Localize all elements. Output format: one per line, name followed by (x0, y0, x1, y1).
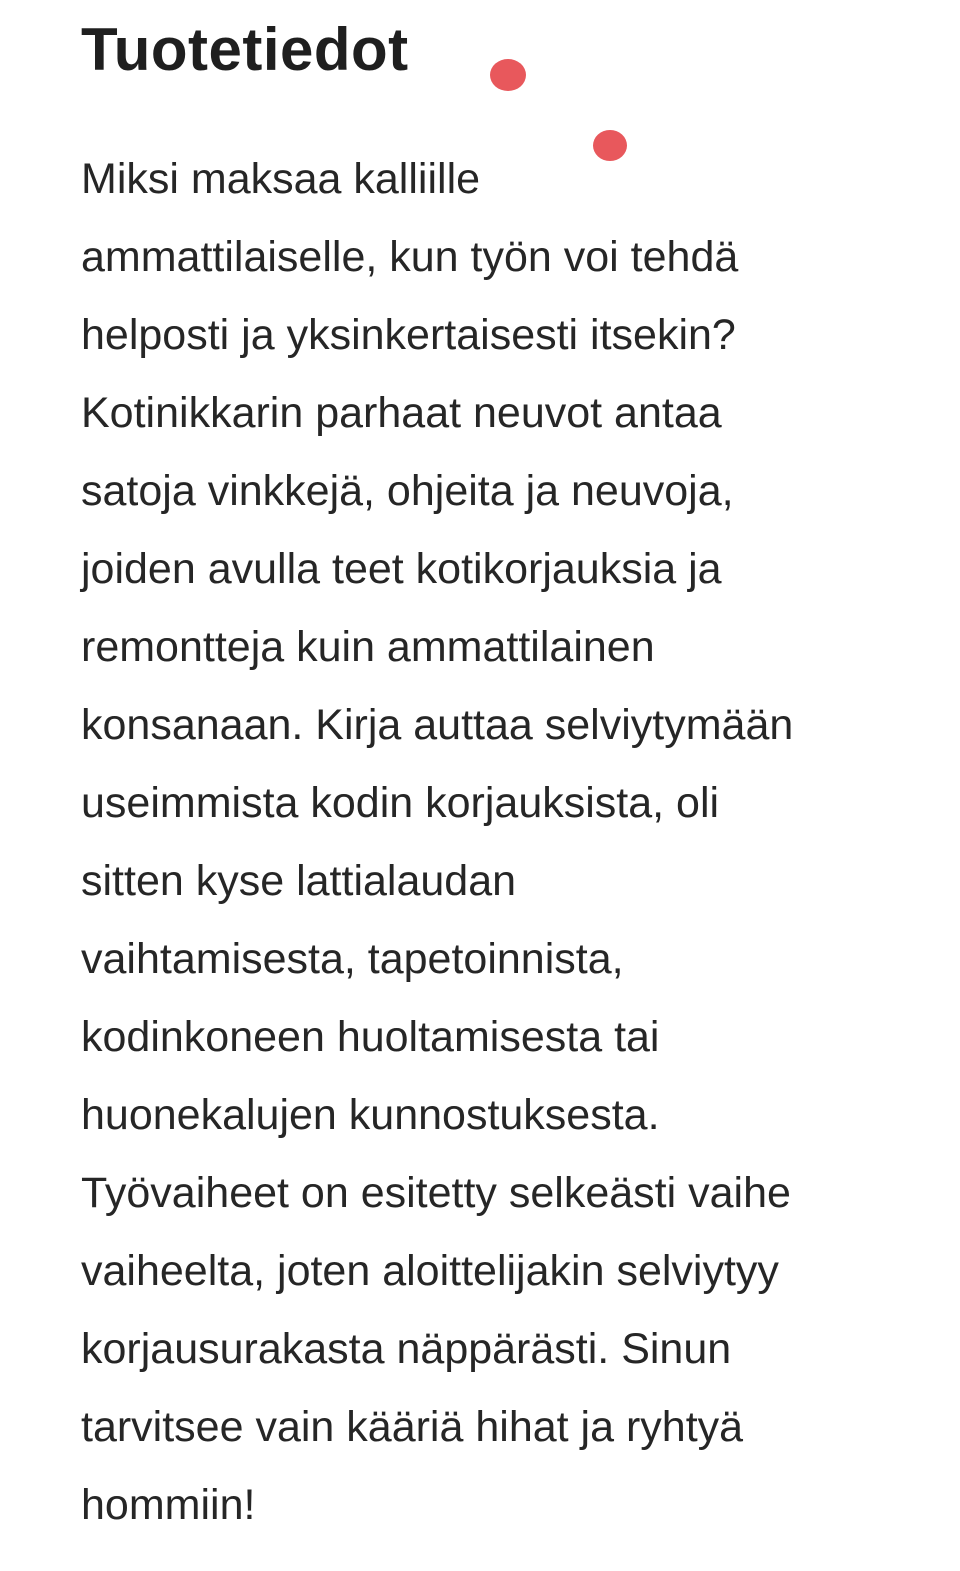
description-line: kodinkoneen huoltamisesta tai (81, 1013, 660, 1061)
description-line: remontteja kuin ammattilainen (81, 623, 655, 671)
red-marker-dot (593, 130, 627, 161)
product-description (81, 140, 793, 1544)
description-line: Miksi maksaa kalliille (81, 155, 481, 203)
description-line: satoja vinkkejä, ohjeita ja neuvoja, (81, 467, 734, 515)
description-line: helposti ja yksinkertaisesti itsekin? (81, 311, 736, 359)
description-line: korjausurakasta näppärästi. Sinun (81, 1325, 732, 1373)
description-line: vaiheelta, joten aloittelijakin selviytyy (81, 1247, 779, 1295)
section-heading: Tuotetiedot (81, 16, 409, 83)
description-line: Kotinikkarin parhaat neuvot antaa (81, 389, 722, 437)
description-line: hommiin! (81, 1481, 256, 1529)
description-line: joiden avulla teet kotikorjauksia ja (81, 545, 722, 593)
description-line: Työvaiheet on esitetty selkeästi vaihe (81, 1169, 791, 1217)
description-line: huonekalujen kunnostuksesta. (81, 1091, 660, 1139)
description-line: ammattilaiselle, kun työn voi tehdä (81, 233, 739, 281)
description-line: useimmista kodin korjauksista, oli (81, 779, 720, 827)
description-line: sitten kyse lattialaudan (81, 857, 517, 905)
red-marker-dot (490, 59, 526, 91)
description-line: vaihtamisesta, tapetoinnista, (81, 935, 624, 983)
description-line: konsanaan. Kirja auttaa selviytymään (81, 701, 794, 749)
description-line: tarvitsee vain kääriä hihat ja ryhtyä (81, 1403, 744, 1451)
